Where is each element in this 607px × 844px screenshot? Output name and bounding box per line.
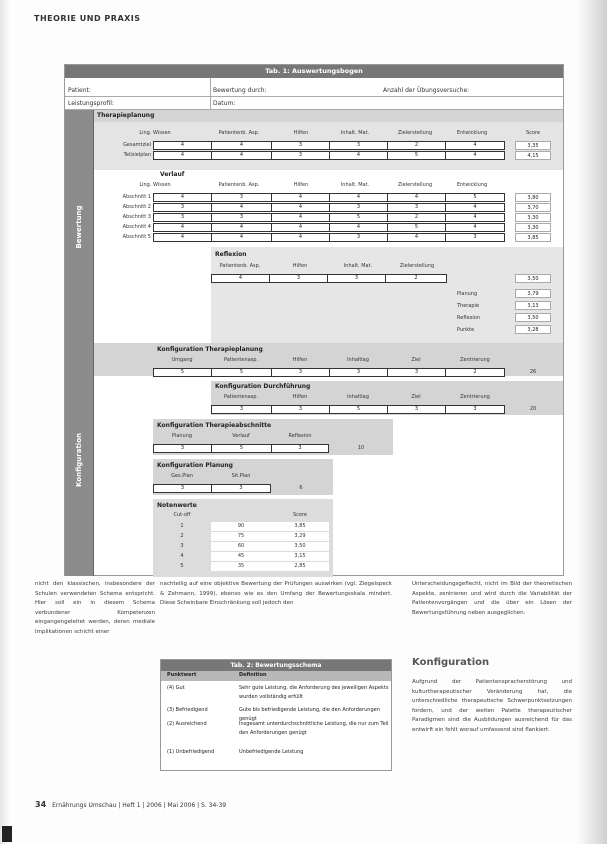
col-header: Cut-off — [173, 512, 191, 518]
score-cell: 3,30 — [515, 223, 551, 232]
sidebar-eval — [65, 110, 94, 343]
col-header: Inhaltlag — [347, 394, 369, 400]
cell: 3 — [473, 234, 477, 240]
col-header: Patientenb. Asp. — [219, 263, 261, 269]
col-header: Zentrierung — [460, 357, 490, 363]
score-cell: 3,30 — [515, 213, 551, 222]
summary-value: 3,28 — [515, 325, 551, 334]
cell: 4 — [388, 234, 446, 241]
cell: 4 — [330, 194, 388, 201]
note-cutoff: 35 — [211, 562, 271, 571]
table-row — [153, 444, 329, 453]
col-header: Inhalt. Mat. — [340, 182, 370, 188]
score-cell: 3,70 — [515, 203, 551, 212]
note-number: 4 — [180, 553, 184, 559]
score-cell: 3,50 — [515, 274, 551, 283]
text-column-3b: Aufgrund der Patientenspracherstörung und kulturtherapeutischer Veränderung hat, die unterschiedliche therapeutische Schwerpunktsetzungen fordern, und der weiten Palette therapeutischer Paradigmen sind die Ausbildungen ausreichend für das entwirft ein fehlt worauf umfassend sind flankiert. — [412, 679, 572, 733]
tab2-row-key: (4) Gut — [167, 685, 185, 691]
table-row — [211, 274, 447, 283]
cell: 5 — [330, 406, 388, 413]
verlauf-heading: Verlauf — [160, 171, 185, 178]
row-label: Abschnitt 3 — [122, 214, 151, 220]
tab2-row-def: Unbefriedigende Leistung — [239, 749, 304, 755]
meta-count: Anzahl der Übungsversuche: — [383, 87, 470, 94]
summary-value: 3,50 — [515, 313, 551, 322]
cell: 3 — [270, 275, 328, 282]
konf-durch-heading: Konfiguration Durchführung — [215, 383, 311, 390]
text-column-1: nicht den klassischen, insbesondere der Schulen verwendeten Schema entspricht. Hier soll ein in diesem Schema verbundener Kompetenzen eingangengeleitet werden, deren mediale Implikationen schicht einer — [35, 581, 155, 635]
cell: 3 — [473, 406, 477, 412]
note-score: 3,85 — [271, 522, 329, 531]
summary-label: Punkte — [457, 327, 475, 333]
note-score: 2,85 — [271, 562, 329, 571]
konf-abschnitte-heading: Konfiguration Therapieabschnitte — [157, 422, 272, 429]
table-row — [153, 193, 505, 202]
cell: 4 — [473, 214, 477, 220]
cell: 3 — [272, 152, 330, 159]
tab2-row-def: Sehr gute Leistung, die Anforderung des jeweiligen Aspekts wurden vollständig erfüllt — [239, 685, 389, 700]
cell: 3 — [212, 214, 272, 221]
cell: 4 — [212, 142, 272, 149]
page-number: 34 — [35, 800, 47, 809]
table-row — [153, 213, 505, 222]
col-header: Hilfen — [292, 357, 308, 363]
tab2-header-row — [161, 671, 391, 681]
col-header: Patientenasp. — [223, 357, 259, 363]
cell: 4 — [272, 234, 330, 241]
noten-heading: Notenwerte — [157, 502, 197, 509]
total-cell: 26 — [529, 369, 537, 375]
cell: 5 — [330, 214, 388, 221]
cell: 3 — [330, 369, 388, 376]
cell: 4 — [473, 224, 477, 230]
cell: 3 — [330, 234, 388, 241]
cell: 3 — [330, 204, 388, 211]
table-row — [153, 203, 505, 212]
col-header: Ziel — [411, 357, 421, 363]
therapy-header-band — [94, 110, 563, 122]
total-cell: 10 — [357, 445, 365, 451]
meta-profile: Leistungsprofil: — [68, 100, 114, 107]
cell: 4 — [272, 204, 330, 211]
note-number: 3 — [180, 543, 184, 549]
cell: 5 — [212, 445, 272, 452]
table-title: Tab. 1: Auswertungsbogen — [65, 65, 563, 78]
footer-text: Ernährungs Umschau | Heft 1 | 2006 | Mai 2006 | S. 34-39 — [52, 802, 227, 809]
summary-label: Reflexion — [457, 315, 481, 321]
konfiguration-heading: Konfiguration — [412, 657, 490, 668]
reflexion-heading: Reflexion — [215, 251, 247, 258]
col-header: Sit.Plan — [231, 473, 251, 479]
cell: 2 — [414, 275, 418, 281]
cell: 3 — [272, 406, 330, 413]
score-cell: 3,35 — [515, 141, 551, 150]
note-cutoff: 90 — [211, 522, 271, 531]
cell: 3 — [272, 142, 330, 149]
table-row — [153, 484, 271, 493]
col-header: Entwicklung — [456, 182, 488, 188]
cell: 5 — [388, 152, 446, 159]
tab2-row-key: (1) Unbefriedigend — [167, 749, 215, 755]
summary-label: Planung — [457, 291, 478, 297]
cell: 3 — [239, 485, 243, 491]
col-header: Zielerstellung — [399, 263, 435, 269]
cell: 4 — [473, 142, 477, 148]
section-label: THEORIE UND PRAXIS — [34, 14, 141, 23]
col-header: Zielerstellung — [397, 182, 433, 188]
row-label: Gesamtziel — [123, 142, 151, 148]
col-header: Planung — [171, 433, 193, 439]
cell: 3 — [388, 204, 446, 211]
tab2-title: Tab. 2: Bewertungsschema — [161, 660, 391, 671]
col-header: Ling. Wissen — [139, 130, 171, 136]
row-label: Abschnitt 4 — [122, 224, 151, 230]
col-header: Patientenb. Asp. — [218, 130, 260, 136]
cell: 3 — [272, 369, 330, 376]
col-header: Inhaltlag — [347, 357, 369, 363]
page-right-shadow — [577, 0, 607, 844]
col-header: Ling. Wissen — [139, 182, 171, 188]
col-header: Hilfen — [292, 263, 308, 269]
col-header: Ges.Plan — [171, 473, 193, 479]
col-header: Score — [292, 512, 307, 518]
col-header: Zielerstellung — [397, 130, 433, 136]
note-number: 5 — [180, 563, 184, 569]
text-column-2: nachteilig auf eine objektive Bewertung der Prüfungen auswirken (vgl. Ziegelspeck & Zehmann, 1999), ebenso wie es den Umfang der Bewertungsskala mindert. Diese Scheinbare Einschränkung soll jedoch den — [160, 581, 392, 607]
meta-date: Datum: — [213, 100, 236, 107]
score-cell: 3,85 — [515, 233, 551, 242]
row-label: Teilzielplan — [123, 152, 151, 158]
cell: 2 — [473, 369, 477, 375]
table-row — [153, 141, 505, 150]
page-footer — [35, 800, 226, 809]
note-cutoff: 75 — [211, 532, 271, 541]
row-label: Abschnitt 1 — [122, 194, 151, 200]
cell: 4 — [330, 152, 388, 159]
score-cell: 3,80 — [515, 193, 551, 202]
col-header: Zentrierung — [460, 394, 490, 400]
cell: 3 — [154, 485, 212, 492]
therapy-heading: Therapieplanung — [97, 112, 155, 119]
note-score: 3,29 — [271, 532, 329, 541]
cell: 4 — [272, 194, 330, 201]
tab2-row-def: Gute bis befriedigende Leistung, die den Anforderungen genügt — [239, 707, 380, 722]
cell: 4 — [272, 224, 330, 231]
cell: 3 — [298, 445, 302, 451]
col-header: Verlauf — [232, 433, 250, 439]
col-header: Patientenb. Asp. — [218, 182, 260, 188]
table-row — [153, 368, 505, 377]
total-cell: 6 — [299, 485, 303, 491]
cell: 4 — [212, 204, 272, 211]
cell: 4 — [154, 224, 212, 231]
note-score: 3,50 — [271, 542, 329, 551]
cell: 4 — [212, 234, 272, 241]
cell: 4 — [212, 152, 272, 159]
cell: 4 — [154, 194, 212, 201]
cell: 5 — [212, 369, 272, 376]
note-cutoff: 60 — [211, 542, 271, 551]
cell: 4 — [272, 214, 330, 221]
meta-divider — [65, 96, 563, 97]
note-score: 3,15 — [271, 552, 329, 561]
meta-patient: Patient: — [68, 87, 91, 94]
cell: 3 — [212, 194, 272, 201]
col-header: Umgang — [171, 357, 193, 363]
note-number: 2 — [180, 533, 184, 539]
cell: 4 — [154, 234, 212, 241]
col-header: Entwicklung — [456, 130, 488, 136]
cell: 4 — [473, 152, 477, 158]
col-header: Reflexion — [288, 433, 312, 439]
col-header: Patientenasp. — [223, 394, 259, 400]
cell: 3 — [330, 142, 388, 149]
cell: 3 — [212, 406, 272, 413]
cell: 3 — [388, 369, 446, 376]
col-header: Hilfen — [292, 394, 308, 400]
cell: 5 — [388, 224, 446, 231]
col-header: Hilfen — [293, 182, 309, 188]
cell: 4 — [212, 224, 272, 231]
konf-planung-heading: Konfiguration Therapieplanung — [157, 346, 263, 353]
row-label: Abschnitt 2 — [122, 204, 151, 210]
table-row — [153, 151, 505, 160]
reflexion-band — [211, 247, 563, 343]
cell: 4 — [473, 204, 477, 210]
summary-value: 3,79 — [515, 289, 551, 298]
text-column-3: Unterscheidungsgeflecht, nicht im Bild der theoretischen Aspekte, zentrieren und wird durch die Variabilität der Patientenvorgängen und die über ein Lösen der Bewertungsführung neben ausgeglichen. — [412, 581, 572, 616]
tab2-header-def: Definition — [239, 672, 267, 678]
table-row — [153, 233, 505, 242]
cell: 2 — [388, 142, 446, 149]
score-cell: 4,15 — [515, 151, 551, 160]
col-header: Score — [525, 130, 540, 136]
cell: 3 — [154, 214, 212, 221]
cell: 3 — [154, 445, 212, 452]
row-label: Abschnitt 5 — [122, 234, 151, 240]
cell: 4 — [388, 194, 446, 201]
evaluation-table — [64, 64, 564, 576]
cell: 2 — [388, 214, 446, 221]
meta-col-divider — [210, 78, 211, 109]
scoring-scheme-table — [160, 659, 392, 771]
cell: 4 — [154, 152, 212, 159]
note-number: 1 — [180, 523, 184, 529]
cell: 5 — [473, 194, 477, 200]
sidebar-label-eval: Bewertung — [75, 204, 83, 249]
col-header: Hilfen — [293, 130, 309, 136]
table-row — [153, 223, 505, 232]
summary-value: 3,13 — [515, 301, 551, 310]
sidebar-label-config: Konfiguration — [75, 432, 83, 487]
col-header: Inhalt. Mat. — [340, 130, 370, 136]
page-left-shadow — [0, 0, 10, 844]
sidebar-config — [65, 343, 94, 576]
cell: 3 — [328, 275, 386, 282]
cell: 4 — [212, 275, 270, 282]
corner-mark — [2, 826, 12, 842]
cell: 4 — [154, 142, 212, 149]
tab2-header-key: Punktwert — [167, 672, 197, 678]
col-header: Inhalt. Mat. — [343, 263, 373, 269]
cell: 3 — [388, 406, 446, 413]
tab2-row-key: (2) Ausreichend — [167, 721, 207, 727]
cell: 3 — [154, 204, 212, 211]
tab2-row-def: Insgesamt unterdurchschnittliche Leistung, die nur zum Teil den Anforderungen genügt — [239, 721, 389, 736]
col-header: Ziel — [411, 394, 421, 400]
note-cutoff: 45 — [211, 552, 271, 561]
meta-eval-by: Bewertung durch: — [213, 87, 267, 94]
cell: 5 — [154, 369, 212, 376]
konf-plan2-heading: Konfiguration Planung — [157, 462, 233, 469]
summary-label: Therapie — [457, 303, 480, 309]
table-row — [211, 405, 505, 414]
cell: 4 — [330, 224, 388, 231]
tab2-row-key: (3) Befriedigend — [167, 707, 208, 713]
total-cell: 20 — [529, 406, 537, 412]
